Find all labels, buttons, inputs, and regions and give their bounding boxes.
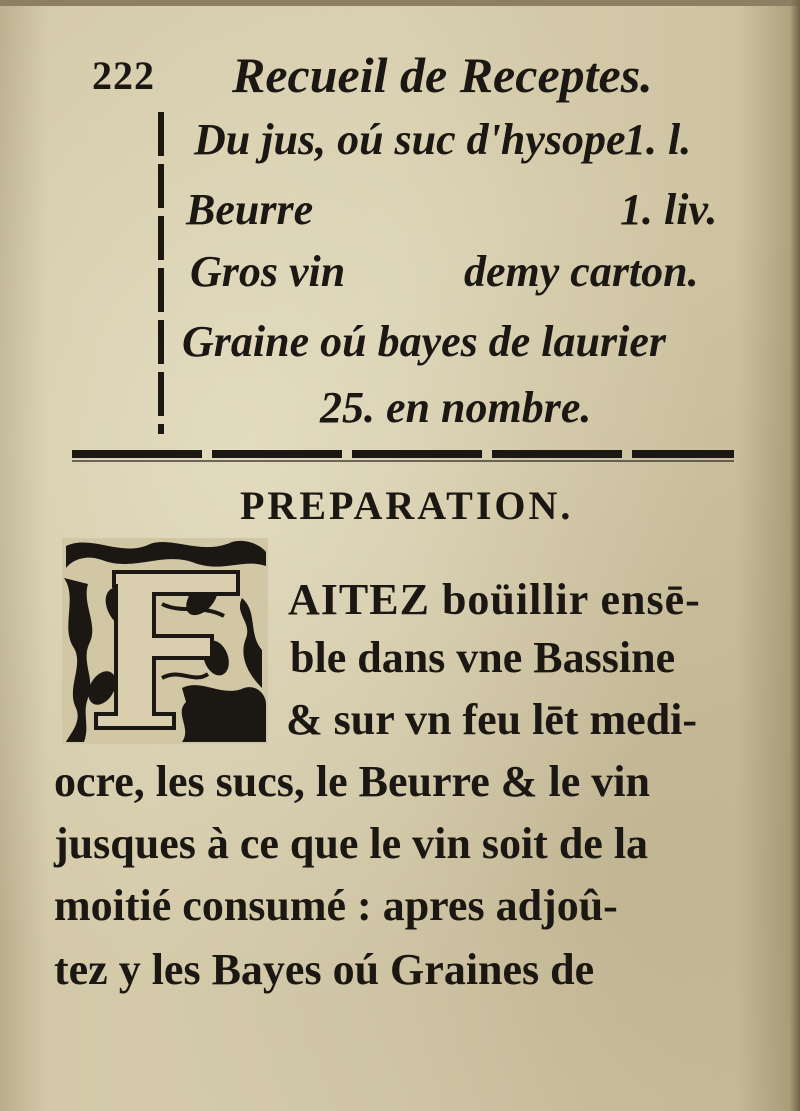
ingredient-name: Graine oú bayes de laurier — [182, 317, 666, 366]
page-header — [92, 46, 732, 106]
ingredient-quantity: 1. l. — [624, 115, 692, 164]
ingredient-quantity: demy carton. — [464, 247, 699, 296]
separator-rule-thin — [72, 460, 734, 462]
body-line: ble dans vne Bassine — [290, 633, 676, 682]
page-gutter-shadow — [790, 0, 800, 1111]
body-line: jusques à ce que le vin soit de la — [54, 819, 649, 868]
running-title: Recueil de Receptes. — [232, 47, 653, 103]
page-top-edge — [0, 0, 800, 6]
ingredient-bracket — [158, 112, 164, 434]
section-heading: PREPARATION. — [240, 483, 574, 528]
ingredient-quantity: 25. en nombre. — [320, 383, 592, 432]
separator-rule — [72, 450, 734, 458]
decorated-initial — [62, 538, 268, 744]
ingredient-name: Beurre — [186, 185, 314, 234]
ingredient-name: Du jus, oú suc d'hysope — [194, 115, 626, 164]
body-line: & sur vn feu lēt medi- — [286, 695, 698, 744]
body-line: ocre, les sucs, le Beurre & le vin — [54, 757, 650, 806]
body-line: moitié consumé : apres adjoû- — [54, 881, 618, 930]
body-line: AITEZ boüillir ensē- — [288, 575, 701, 624]
floral-initial-icon — [62, 538, 268, 744]
body-line: tez y les Bayes oú Graines de — [54, 945, 595, 994]
page-number: 222 — [92, 53, 155, 98]
ingredient-quantity: 1. liv. — [620, 185, 718, 234]
ingredient-name: Gros vin — [190, 247, 346, 296]
